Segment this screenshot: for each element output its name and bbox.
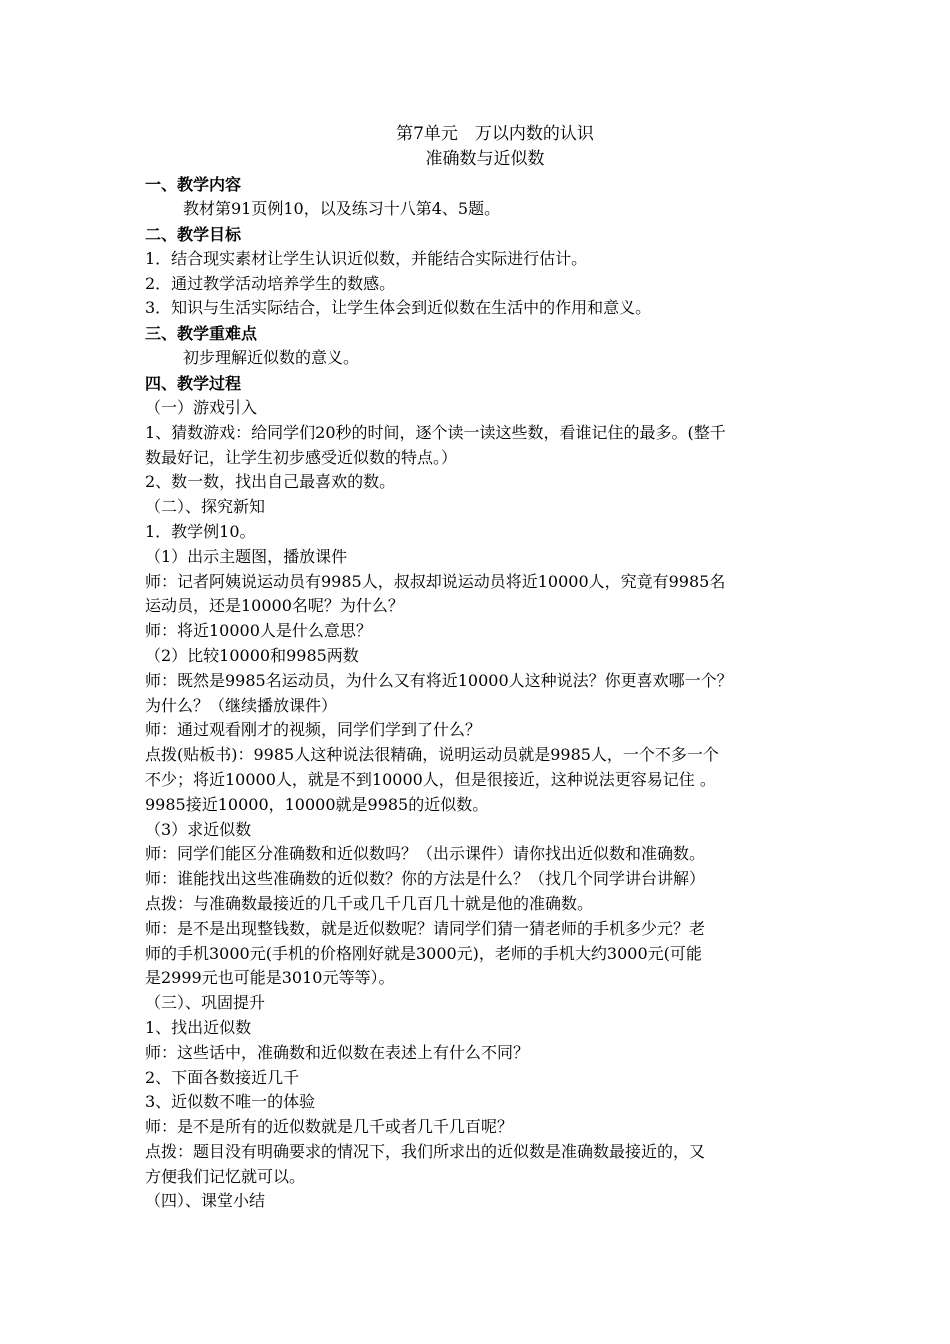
text-line: （一）游戏引入 bbox=[145, 397, 258, 417]
text-line: 2．通过教学活动培养学生的数感。 bbox=[145, 273, 396, 293]
text-line: 2、下面各数接近几千 bbox=[145, 1067, 300, 1087]
document-body bbox=[145, 172, 825, 1214]
section-heading: 四、教学过程 bbox=[145, 373, 242, 393]
text-line: （1）出示主题图，播放课件 bbox=[145, 546, 348, 566]
text-line: 1、猜数游戏：给同学们20秒的时间，逐个读一读这些数，看谁记住的最多。(整千 bbox=[145, 422, 726, 442]
text-line: 师：这些话中，准确数和近似数在表述上有什么不同？ bbox=[145, 1042, 530, 1062]
text-line: 运动员，还是10000名呢？为什么？ bbox=[145, 596, 404, 616]
document-page bbox=[145, 122, 825, 1214]
text-line: 9985接近10000，10000就是9985的近似数。 bbox=[145, 794, 489, 814]
text-line: 师：通过观看刚才的视频，同学们学到了什么？ bbox=[145, 720, 482, 740]
text-line: （二）、探究新知 bbox=[145, 497, 266, 517]
document-title: 第7单元 万以内数的认识 bbox=[396, 124, 594, 144]
text-line: （三）、巩固提升 bbox=[145, 993, 266, 1013]
text-line: 为什么？（继续播放课件） bbox=[145, 695, 338, 715]
text-line: 1．结合现实素材让学生认识近似数，并能结合实际进行估计。 bbox=[145, 248, 588, 268]
text-line: 师的手机3000元(手机的价格刚好就是3000元)，老师的手机大约3000元(可能 bbox=[145, 943, 702, 963]
text-line: 3．知识与生活实际结合，让学生体会到近似数在生活中的作用和意义。 bbox=[145, 298, 652, 318]
text-line: 师：谁能找出这些准确数的近似数？你的方法是什么？（找几个同学讲台讲解） bbox=[145, 869, 706, 889]
text-line: 3、近似数不唯一的体验 bbox=[145, 1092, 316, 1112]
text-line: （3）求近似数 bbox=[145, 819, 252, 839]
text-line: 师：是不是出现整钱数，就是近似数呢？请同学们猜一猜老师的手机多少元？老 bbox=[145, 918, 706, 938]
text-line: 师：将近10000人是什么意思？ bbox=[145, 621, 372, 641]
text-line: 1．教学例10。 bbox=[145, 521, 256, 541]
section-heading: 二、教学目标 bbox=[145, 224, 242, 244]
text-line: 2、数一数，找出自己最喜欢的数。 bbox=[145, 472, 396, 492]
text-line: 师：记者阿姨说运动员有9985人，叔叔却说运动员将近10000人，究竟有9985名 bbox=[145, 571, 726, 591]
text-line: 点拨(贴板书)：9985人这种说法很精确，说明运动员就是9985人，一个不多一个 bbox=[145, 745, 719, 765]
text-line: 点拨：与准确数最接近的几千或几千几百几十就是他的准确数。 bbox=[145, 893, 594, 913]
text-line: 师：既然是9985名运动员，为什么又有将近10000人这种说法？你更喜欢哪一个？ bbox=[145, 670, 733, 690]
text-line: 初步理解近似数的意义。 bbox=[183, 348, 360, 368]
text-line: 点拨：题目没有明确要求的情况下，我们所求出的近似数是准确数最接近的，又 bbox=[145, 1141, 706, 1161]
text-line: 是2999元也可能是3010元等等）。 bbox=[145, 968, 395, 988]
section-heading: 一、教学内容 bbox=[145, 175, 242, 194]
text-line: 师：同学们能区分准确数和近似数吗？（出示课件）请你找出近似数和准确数。 bbox=[145, 844, 706, 864]
text-line: 师：是不是所有的近似数就是几千或者几千几百呢？ bbox=[145, 1117, 514, 1137]
text-line: 数最好记，让学生初步感受近似数的特点。） bbox=[145, 447, 458, 467]
section-heading: 三、教学重难点 bbox=[145, 324, 258, 344]
text-line: （2）比较10000和9985两数 bbox=[145, 645, 359, 665]
document-subtitle: 准确数与近似数 bbox=[425, 149, 545, 169]
text-line: （四）、课堂小结 bbox=[145, 1191, 266, 1211]
text-line: 教材第91页例10，以及练习十八第4、5题。 bbox=[183, 199, 501, 218]
text-line: 1、找出近似数 bbox=[145, 1017, 252, 1037]
text-line: 不少；将近10000人，就是不到10000人，但是很接近，这种说法更容易记住 。 bbox=[145, 769, 716, 789]
text-line: 方便我们记忆就可以。 bbox=[145, 1166, 306, 1186]
